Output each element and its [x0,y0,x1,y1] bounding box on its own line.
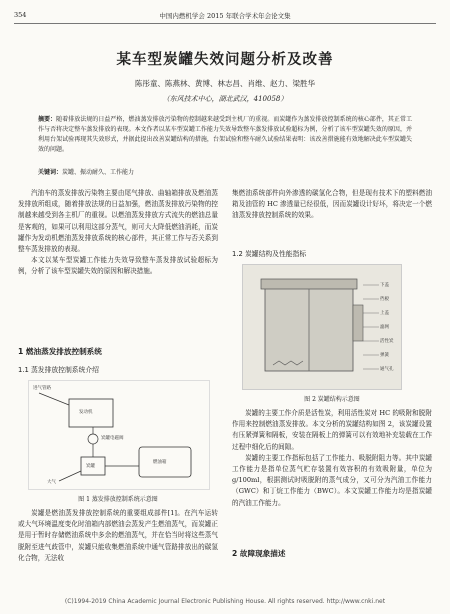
section-paragraph: 炭罐的主要工作介质是活性炭，利用活性炭对 HC 的吸附和脱附作用来控制燃油蒸发排放。本文分析的炭罐结构如图 2，该炭罐设置有压紧弹簧和隔板，安装在隔板上的弹簧可以有效地补充装载在工作过程中细化后的间隙。 [232,409,432,451]
abstract-text: 随着排放法规的日益严格，燃油蒸发排放污染物的控制越来越受到主机厂的重视。而炭罐作为蒸发排放控制系统的核心部件，其正常工作与否将决定整车蒸发排放的表现。本文作者以某车型炭罐工作能力失效导致整车蒸发排放试验超标为例，分析了该车型炭罐失效的原因，并利用台架试验再现其失效形式，并据此提出改善炭罐结构的措施，台架试验和整车耐久试验结果表明：该改善措施能有效地解决此车型炭罐失效的问题。 [38,116,412,153]
figure-2-caption: 图 2 炭罐结构示意图 [304,396,360,403]
author-list: 陈彤童、陈燕林、黄博、林志昌、肖维、赵力、梁胜华 [135,79,315,88]
section-paragraph: 炭罐是燃油蒸发排放控制系统的重要组成部件[1]。在汽车运转或大气环境温度变化时油箱内部燃油会蒸发产生燃油蒸气，而炭罐正是用于暂时存储燃油系统中多余的燃油蒸气，并在恰当时将这些蒸气脱附至进气歧管中，炭罐只能收集燃油系统中通气管路排放出的碳氢化合物，无法收 [18,509,218,562]
diagram-label: 发动机 [79,410,93,415]
section-heading: 2 故障现象描述 [232,549,286,558]
abstract [38,115,412,155]
canister-drawing [243,265,401,389]
canister-label: 挡板 [380,297,389,302]
canister-label: 上盖 [380,311,389,316]
keywords-text: 炭罐、振动耐久、工作能力 [62,169,135,176]
keywords-label: 关键词： [38,169,63,176]
intro-paragraph: 汽油车的蒸发排放污染物主要由尾气排放、曲轴箱排放及燃油蒸发排放所组成，随着排放法规的日益加强，燃油蒸发排放污染物的控制越来越受到各主机厂的重视。以燃油蒸发排放方式流失的燃油总量是客观的，如果可以利用这部分蒸气，则可大大降低燃油消耗，而炭罐作为发动机燃油蒸发排放系统的核心部件，其正常工作与否关系到整车蒸发排放的表现。 [18,189,218,254]
canister-label: 下盖 [380,283,389,288]
diagram-label: 燃油箱 [153,460,167,465]
keywords [38,167,134,176]
right-column-text [232,188,432,222]
canister-lid [261,279,357,289]
section12-text [232,408,432,509]
continued-paragraph: 集燃油系统部件向外渗透的碳氢化合物，但是现有技术下的塑料燃油箱及油管的 HC 渗透量已经很低，因而炭罐设计好坏，将决定一个燃油蒸发排放控制系统的效果。 [232,189,432,220]
canister-label: 滤网 [380,325,389,330]
abstract-label: 摘要： [38,116,57,123]
diagram-label: 炭罐 [86,464,95,469]
canister-label: 活性炭 [380,339,394,344]
journal-name: 中国内燃机学会 2015 年联合学术年会论文集 [159,12,291,20]
subsection-heading: 1.2 炭罐结构及性能指标 [232,250,307,258]
affiliation: （东风技术中心，湖北武汉，410058） [162,95,288,103]
section-paragraph: 炭罐的主要工作指标包括了工作能力、吸脱附阻力等。其中炭罐工作能力是指单位蒸气贮存装置有效容积的有效吸附量，单位为 g/100ml，根据测试时吸脱附的蒸气成分，又可分为汽油工作能力（GWC）和丁烷工作能力（BWC）。本文炭罐工作能力均是指炭罐的汽油工作能力。 [232,453,432,507]
paper-title: 某车型炭罐失效问题分析及改善 [116,51,334,68]
intro-paragraph: 本文以某车型炭罐工作能力失效导致整车蒸发排放试验超标为例，分析了该车型炭罐失效的原因和解决措施。 [18,256,218,276]
copyright-footer: (C)1994-2019 China Academic Journal Electronic Publishing House. All rights reserved. http://www.cnki.net [64,598,386,605]
figure-1-schematic [28,380,210,490]
diagram-label: 进气管路 [33,386,51,391]
intro-text [18,188,218,278]
running-header [14,9,436,24]
side-port [353,305,363,341]
diagram-label: 大气 [47,480,56,485]
canister-label: 弹簧 [380,353,389,358]
diagram-label: 炭罐电磁阀 [101,436,124,441]
page-number: 354 [14,11,27,19]
section-heading: 1 燃油蒸发排放控制系统 [18,347,102,356]
figure-1-caption: 图 1 蒸发排放控制系统示意图 [78,496,158,503]
figure-2-canister [242,264,402,390]
intake-pipe [39,393,69,405]
purge-valve [88,434,98,444]
section1-text [18,508,218,564]
canister-label: 通气孔 [380,367,394,372]
subsection-heading: 1.1 蒸发排放控制系统介绍 [18,366,99,374]
